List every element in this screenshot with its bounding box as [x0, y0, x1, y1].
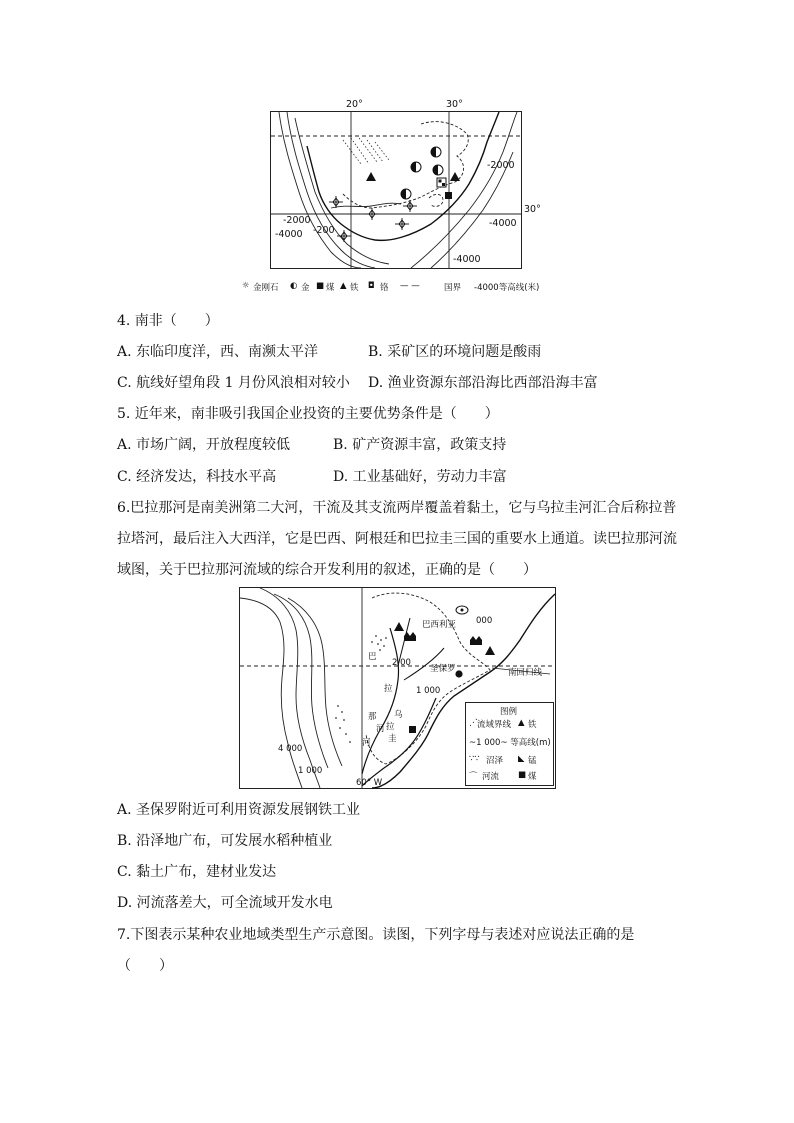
swamp-icon: ∵∵ — [469, 754, 480, 764]
iron-icon — [450, 172, 460, 181]
question-7-line-1: 7.下图表示某种农业地域类型生产示意图。读图，下列字母与表述对应说法正确的是 — [117, 927, 635, 943]
iron-icon: ▲ — [340, 281, 347, 291]
question-4-option-d[interactable]: D. 渔业资源东部沿海比西部沿海丰富 — [368, 375, 598, 391]
question-5-option-b[interactable]: B. 矿产资源丰富，政策支持 — [333, 437, 507, 453]
city-brasilia-label: 巴西利亚 — [422, 620, 457, 630]
question-4-option-a[interactable]: A. 东临印度洋，西、南濒太平洋 — [117, 344, 319, 360]
sao-paulo-dot — [455, 670, 462, 677]
question-5-option-a[interactable]: A. 市场广阔，开放程度较低 — [117, 437, 291, 453]
legend-contour-label: ~1 000~ 等高线(m) — [469, 738, 551, 748]
south-africa-map — [270, 111, 522, 269]
south-africa-map-drawing — [271, 112, 521, 268]
river-uruguay-char: 拉 — [386, 722, 395, 732]
contour-label: 2 00 — [392, 658, 411, 668]
question-4-option-c[interactable]: C. 航线好望角段 1 月份风浪相对较小 — [117, 375, 350, 391]
contour-label: -2000 — [283, 215, 311, 226]
legend-contour-label: -4000等高线(米) — [474, 283, 540, 293]
question-5-stem: 5. 近年来，南非吸引我国企业投资的主要优势条件是（ ） — [117, 406, 499, 422]
river-parana-char: 那 — [368, 712, 377, 722]
legend-title: 图例 — [500, 707, 518, 717]
question-4-option-b[interactable]: B. 采矿区的环境问题是酸雨 — [368, 344, 542, 360]
city-sao-paulo-label: 圣保罗 — [430, 664, 456, 674]
brasilia-capital-icon — [456, 606, 468, 614]
question-6-option-d[interactable]: D. 河流落差大，可全流域开发水电 — [117, 895, 333, 911]
legend-basin-label: 流域界线 — [477, 720, 512, 730]
manganese-icon — [470, 636, 482, 645]
chrome-icon — [437, 178, 446, 187]
diamond-icon — [337, 230, 351, 242]
gold-icon — [411, 162, 421, 172]
contour-label: -4000 — [453, 254, 481, 265]
coal-icon: ■ — [518, 770, 527, 780]
river-parana-char: 巴 — [368, 652, 377, 662]
longitude-label: 20° — [346, 99, 363, 110]
chrome-icon: ◘ — [368, 281, 375, 291]
question-6-line-3: 域图，关于巴拉那河流域的综合开发利用的叙述，正确的是（ ） — [117, 562, 537, 578]
border-line-icon: — — — [400, 281, 420, 291]
coal-icon: ■ — [316, 281, 325, 291]
contour-label: -2000 — [487, 160, 515, 171]
legend-iron-label: 铁 — [350, 283, 359, 293]
contour-label: 4 000 — [278, 744, 303, 754]
river-parana-char: 河 — [362, 738, 371, 748]
legend-coal-label: 煤 — [528, 772, 537, 782]
coal-icon — [409, 726, 416, 733]
question-6-line-2: 拉塔河，最后注入大西洋，它是巴西、阿根廷和巴拉圭三国的重要水上通道。读巴拉那河流 — [117, 531, 677, 547]
contour-label: 000 — [476, 616, 493, 626]
parana-basin-map — [239, 587, 556, 789]
gold-icon — [401, 189, 411, 199]
contour-label: -4000 — [275, 229, 303, 240]
contour-label: 1 000 — [416, 686, 441, 696]
river-parana-char: 拉 — [384, 684, 393, 694]
question-6-option-a[interactable]: A. 圣保罗附近可利用资源发展钢铁工业 — [117, 802, 361, 818]
legend-coal-label: 煤 — [326, 283, 335, 293]
legend-manganese-label: 锰 — [528, 756, 537, 766]
parana-map-legend — [465, 702, 554, 786]
river-uruguay-char: 圭 — [388, 734, 397, 744]
iron-icon: ▲ — [518, 718, 525, 728]
river-icon: ⌒ — [469, 772, 478, 782]
longitude-label: 60° W — [356, 778, 383, 788]
river-uruguay-char: 乌 — [394, 710, 403, 720]
longitude-label: 30° — [446, 99, 463, 110]
legend-chrome-label: 铬 — [380, 283, 389, 293]
question-6-option-b[interactable]: B. 沿泽地广布，可发展水稻种植业 — [117, 833, 333, 849]
iron-icon — [394, 622, 404, 631]
south-africa-map-legend — [242, 280, 542, 294]
question-5-option-d[interactable]: D. 工业基础好，劳动力丰富 — [333, 469, 507, 485]
diamond-icon — [403, 200, 417, 212]
coal-icon — [445, 192, 452, 199]
contour-label: 1 000 — [298, 766, 323, 776]
gold-icon — [433, 165, 443, 175]
latitude-label: 30° — [524, 204, 541, 215]
contour-label: -4000 — [489, 218, 517, 229]
iron-icon — [485, 646, 495, 655]
gold-icon — [431, 147, 441, 157]
legend-swamp-label: 沼泽 — [486, 756, 504, 766]
legend-diamond-label: 金刚石 — [253, 283, 279, 293]
diamond-icon: ☼ — [242, 281, 250, 291]
legend-iron-label: 铁 — [528, 720, 537, 730]
legend-river-label: 河流 — [482, 772, 500, 782]
question-5-option-c[interactable]: C. 经济发达，科技水平高 — [117, 469, 277, 485]
question-6-option-c[interactable]: C. 黏土广布，建材业发达 — [117, 864, 277, 880]
contour-label: -200 — [313, 225, 335, 236]
diamond-icon — [365, 208, 379, 220]
question-7-line-2: （ ） — [117, 958, 173, 974]
tropic-label: 南回归线 — [508, 668, 543, 678]
question-6-line-1: 6.巴拉那河是南美洲第二大河，干流及其支流两岸覆盖着黏土，它与乌拉圭河汇合后称拉普 — [117, 500, 677, 516]
question-4-stem: 4. 南非（ ） — [117, 313, 219, 329]
diamond-icon — [395, 218, 409, 230]
gold-icon: ◐ — [290, 281, 298, 291]
legend-border-label: 国界 — [444, 283, 462, 293]
iron-icon — [366, 172, 376, 181]
legend-gold-label: 金 — [301, 283, 310, 293]
river-uruguay-char: 河 — [376, 724, 385, 734]
basin-boundary-icon: ⋰ — [469, 718, 478, 728]
manganese-icon: ◣ — [518, 754, 525, 764]
